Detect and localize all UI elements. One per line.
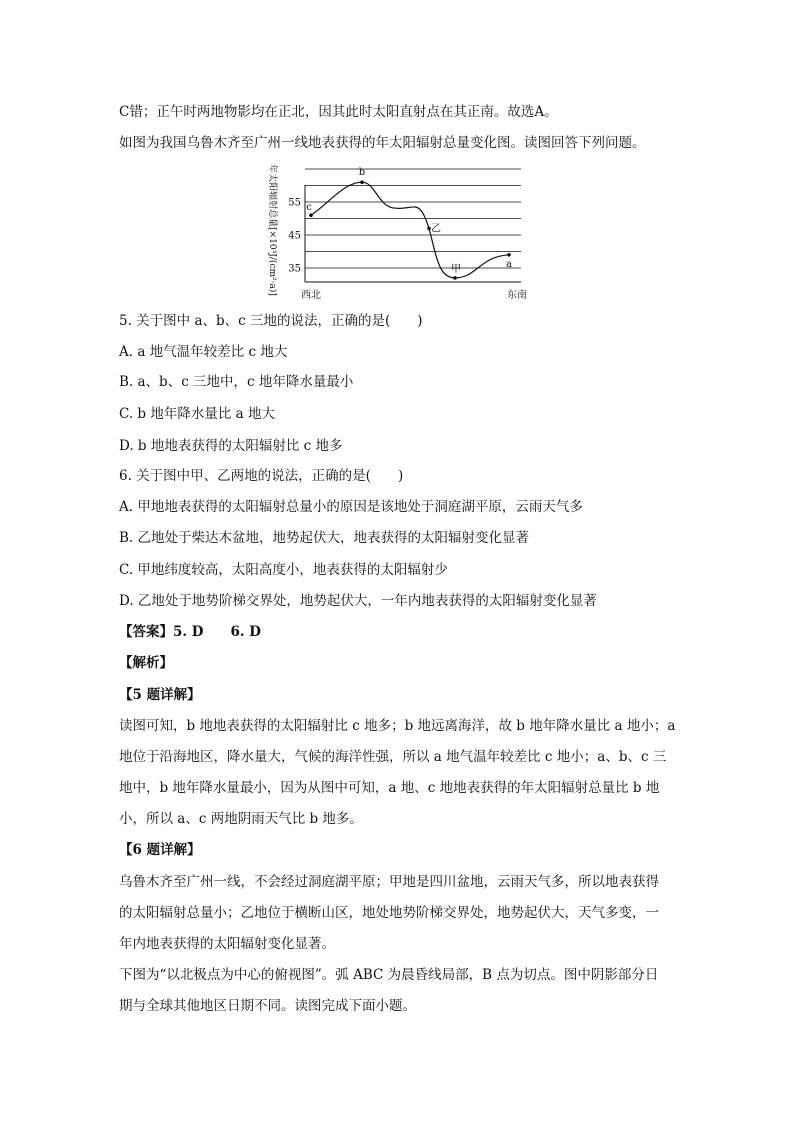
intro-line-2: 如图为我国乌鲁木齐至广州一线地表获得的年太阳辐射总量变化图。读图回答下列问题。 xyxy=(119,135,646,151)
q6-option-a: A. 甲地地表获得的太阳辐射总量小的原因是该地处于洞庭湖平原，云雨天气多 xyxy=(119,499,583,515)
point-marker-3 xyxy=(453,276,457,280)
detail5-heading: 【5 题详解】 xyxy=(119,687,201,703)
analysis-heading: 【解析】 xyxy=(119,655,173,671)
q5-option-d: D. b 地地表获得的太阳辐射比 c 地多 xyxy=(119,438,343,454)
point-label-4: a xyxy=(506,258,512,270)
point-label-2: 乙 xyxy=(431,223,441,235)
outro-line-2: 期与全球其他地区日期不同。读图完成下面小题。 xyxy=(119,998,416,1014)
detail6-line-2: 的太阳辐射总量小；乙地位于横断山区，地处地势阶梯交界处，地势起伏大，天气多变，一 xyxy=(119,905,659,921)
point-label-3: 甲 xyxy=(451,263,461,275)
point-marker-1 xyxy=(360,180,364,184)
point-label-1: b xyxy=(358,167,366,179)
y-tick-label: 35 xyxy=(288,263,301,275)
q5-option-c: C. b 地年降水量比 a 地大 xyxy=(119,406,275,422)
detail5-line-4: 小，所以 a、c 两地阴雨天气比 b 地多。 xyxy=(119,811,363,827)
q6-option-b: B. 乙地处于柴达木盆地，地势起伏大，地表获得的太阳辐射变化显著 xyxy=(119,530,530,546)
chart-points xyxy=(306,167,512,280)
detail5-line-1: 读图可知，b 地地表获得的太阳辐射比 c 地多；b 地远离海洋，故 b 地年降水量比 a 地小；a xyxy=(119,718,676,734)
detail6-line-3: 年内地表获得的太阳辐射变化显著。 xyxy=(119,936,335,952)
q6-stem: 6. 关于图中甲、乙两地的说法，正确的是( ) xyxy=(119,468,404,484)
outro-line-1: 下图为“以北极点为中心的俯视图”。弧 ABC 为晨昏线局部，B 点为切点。图中阴影部分日 xyxy=(119,967,659,983)
point-marker-0 xyxy=(309,213,313,217)
q6-option-c: C. 甲地纬度较高，太阳高度小，地表获得的太阳辐射少 xyxy=(119,562,448,578)
x-end-label: 东南 xyxy=(507,290,527,301)
y-tick-labels xyxy=(288,198,301,275)
q5-option-a: A. a 地气温年较差比 c 地大 xyxy=(119,344,288,360)
radiation-curve xyxy=(311,182,509,278)
detail6-line-1: 乌鲁木齐至广州一线，不会经过洞庭湖平原；甲地是四川盆地，云雨天气多，所以地表获得 xyxy=(119,874,659,890)
detail5-line-3: 地中，b 地年降水量最小，因为从图中可知，a 地、c 地地表获得的年太阳辐射总量比 b 地 xyxy=(119,780,660,796)
y-tick-label: 55 xyxy=(288,197,301,209)
chart-grid xyxy=(305,169,521,268)
intro-line-1: C错；正午时两地物影均在正北，因其此时太阳直射点在其正南。故选A。 xyxy=(119,104,558,120)
q5-stem: 5. 关于图中 a、b、c 三地的说法，正确的是( ) xyxy=(119,313,423,329)
detail5-line-2: 地位于沿海地区，降水量大，气候的海洋性强，所以 a 地气温年较差比 c 地小；a、b、c 三 xyxy=(119,749,667,765)
y-tick-label: 45 xyxy=(288,230,301,242)
q5-option-b: B. a、b、c 三地中，c 地年降水量最小 xyxy=(119,374,354,390)
detail6-heading: 【6 题详解】 xyxy=(119,842,201,858)
q6-option-d: D. 乙地处于地势阶梯交界处，地势起伏大，一年内地表获得的太阳辐射变化显著 xyxy=(119,593,597,609)
answer-line: 【答案】5. D 6. D xyxy=(119,624,262,640)
solar-radiation-chart xyxy=(258,160,528,310)
point-marker-4 xyxy=(507,253,511,257)
point-label-0: c xyxy=(306,202,312,214)
x-start-label: 西北 xyxy=(301,290,321,301)
y-axis-label: 年太阳辐射总量[×10³J/(cm²·a)] xyxy=(267,164,277,296)
